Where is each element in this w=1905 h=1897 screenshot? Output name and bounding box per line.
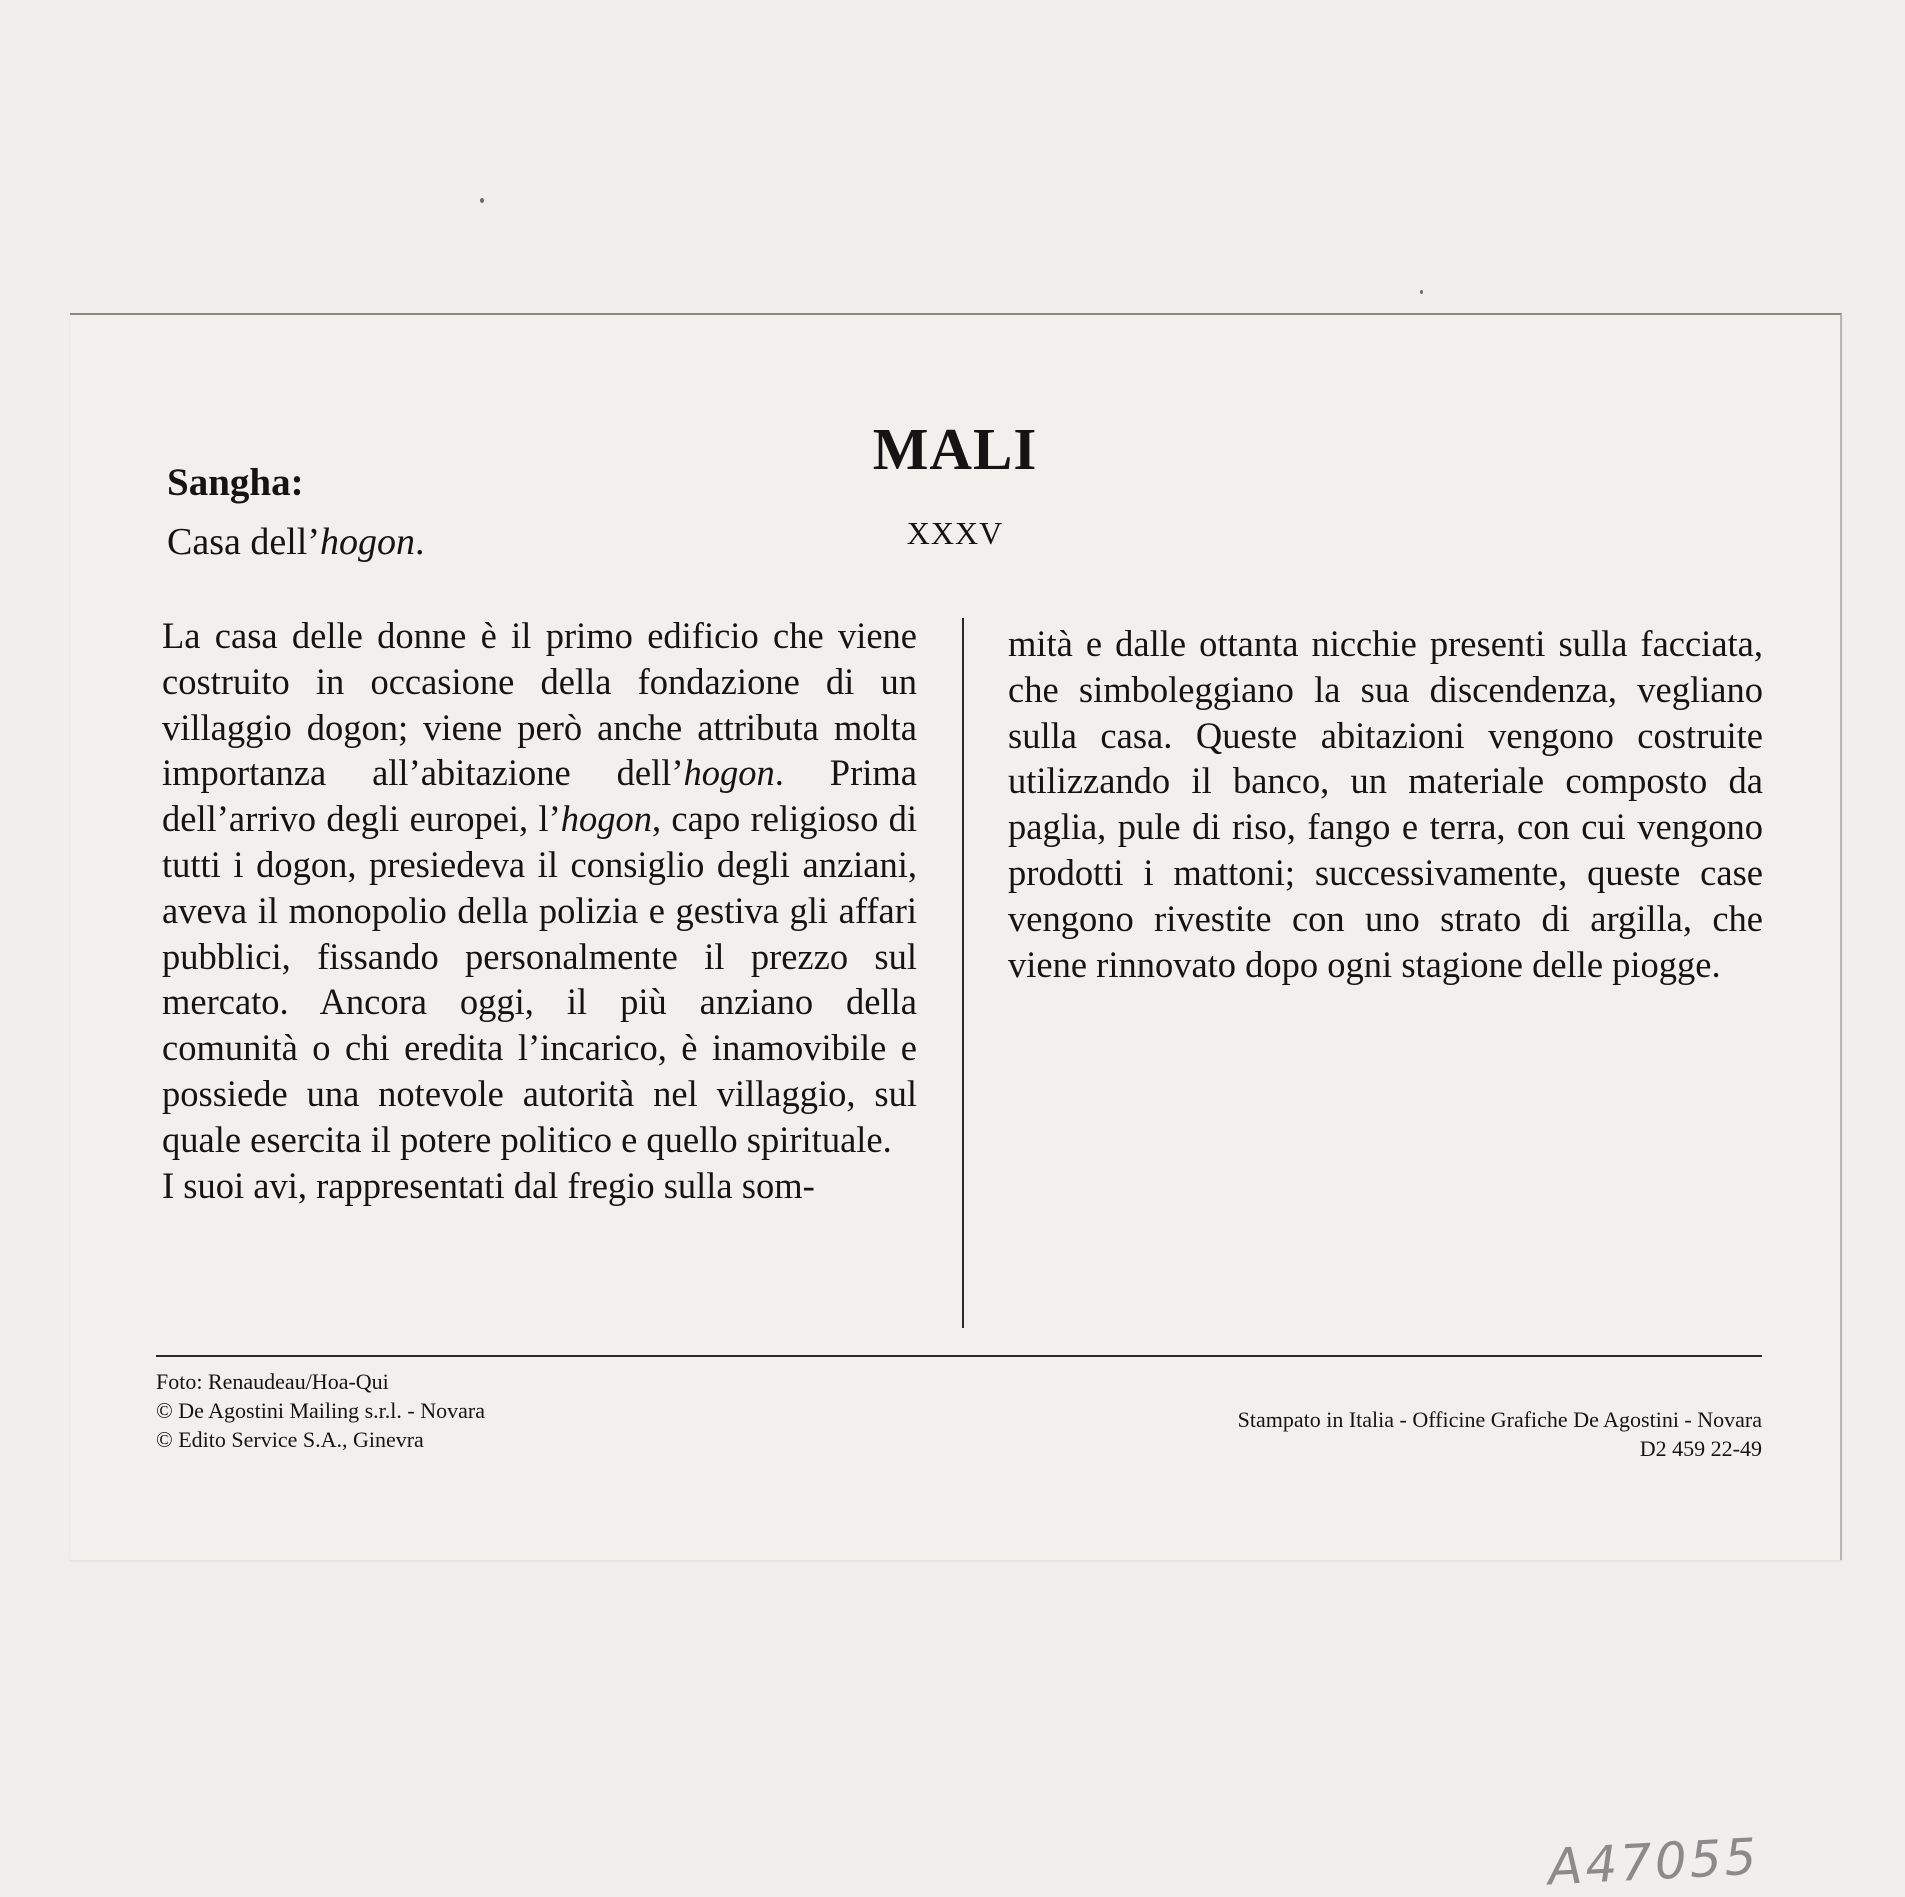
printer-line: Stampato in Italia - Officine Grafiche De Agostini - Novara xyxy=(1237,1407,1762,1432)
credit-line: © De Agostini Mailing s.r.l. - Novara xyxy=(156,1398,485,1423)
subject-suffix: . xyxy=(415,521,425,563)
credit-line: Foto: Renaudeau/Hoa-Qui xyxy=(156,1369,389,1394)
credit-line: © Edito Service S.A., Ginevra xyxy=(156,1427,424,1452)
paper-speck xyxy=(1420,290,1423,294)
plate-number: XXXV xyxy=(906,515,1004,551)
text-run: . Prima dell’arrivo degli europei, l’ xyxy=(162,752,917,840)
paragraph-1 xyxy=(162,613,917,1163)
catalog-code: D2 459 22-49 xyxy=(1639,1436,1762,1461)
paragraph-continuation: mità e dalle ottanta nicchie presenti sulla facciata, che simboleggiano la sua discendenza, vegliano sulla casa. Queste abitazioni vengono costruite utilizzando il banco, un materiale composto da paglia, pule di riso, fango e terra, con cui vengono prodotti i mattoni; successivamente, queste case vengono rivestite con uno strato di argilla, che viene rinnovato dopo ogni stagione delle piogge. xyxy=(1008,623,1763,985)
text-run-italic: hogon xyxy=(683,752,775,794)
handwritten-pencil-note: A47055 xyxy=(1546,1827,1761,1897)
text-run: La casa delle donne è il primo edificio che viene costruito in occasione della fondazione di un villaggio dogon; viene però anche attributa molta importanza all’abitazione dell’ xyxy=(162,615,917,794)
location-label: Sangha: xyxy=(167,461,304,504)
paper-speck xyxy=(480,198,484,203)
column-divider xyxy=(962,618,964,1328)
country-title: MALI xyxy=(872,416,1038,482)
text-run-italic: hogon xyxy=(560,798,652,840)
subject-prefix: Casa dell’ xyxy=(167,521,321,563)
printer-info xyxy=(1238,1405,1762,1463)
footer-rule xyxy=(156,1355,1762,1357)
paragraph-2: I suoi avi, rappresentati dal fregio sulla som- xyxy=(162,1164,815,1206)
text-run: , capo religioso di tutti i dogon, presiedeva il consiglio degli anziani, aveva il monopolio della polizia e gestiva gli affari pubblici, fissando personalmente il prezzo sul mercato. Ancora oggi, il più anziano della comunità o chi eredita l’incarico, è inamovibile e possiede una notevole autorità nel villaggio, sul quale esercita il potere politico e quello spirituale. xyxy=(162,798,918,1160)
photo-credits xyxy=(156,1367,485,1454)
subject-italic: hogon xyxy=(320,521,416,563)
subject-caption xyxy=(167,520,425,564)
text-column-right xyxy=(1008,621,1763,987)
text-column-left xyxy=(162,613,917,1208)
postcard-back xyxy=(70,313,1842,1897)
